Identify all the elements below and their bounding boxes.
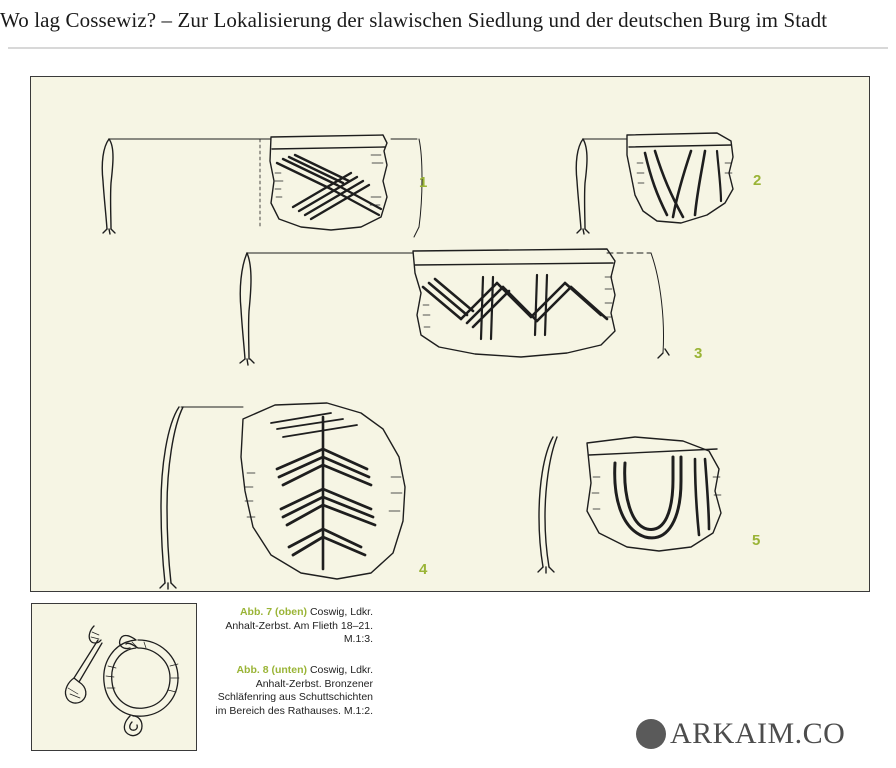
figure-7-reference: Abb. 7 (oben)	[239, 606, 308, 618]
pottery-drawing	[31, 77, 869, 591]
page-title: Wo lag Cossewiz? – Zur Lokalisierung der slawischen Siedlung und der deutschen Burg im Stadt	[0, 8, 828, 32]
figure-8-text: Coswig, Ldkr. Anhalt-Zerbst. Bronzener Schläfenring aus Schuttschichten im Bereich des Rathauses. M.1:2.	[215, 664, 373, 717]
sherd-number-1: 1	[419, 174, 428, 191]
figure-7-text: Coswig, Ldkr. Anhalt-Zerbst. Am Flieth 18–21. M.1:3.	[225, 606, 373, 645]
figure-bronze-temple-ring	[31, 603, 197, 751]
sherd-number-3: 3	[694, 345, 703, 362]
sherd-number-5: 5	[752, 532, 761, 549]
figure-8-caption	[207, 664, 373, 718]
watermark	[636, 712, 845, 756]
watermark-text: ARKAIM.CO	[670, 717, 846, 750]
sherd-number-4: 4	[419, 561, 428, 578]
sherd-number-2: 2	[753, 172, 762, 189]
title-divider	[8, 47, 888, 49]
figure-7-caption	[207, 606, 373, 647]
figure-8-reference: Abb. 8 (unten)	[236, 664, 308, 676]
watermark-dot-icon	[636, 719, 666, 749]
temple-ring-drawing	[32, 604, 196, 750]
figure-pottery-plate	[30, 76, 870, 592]
